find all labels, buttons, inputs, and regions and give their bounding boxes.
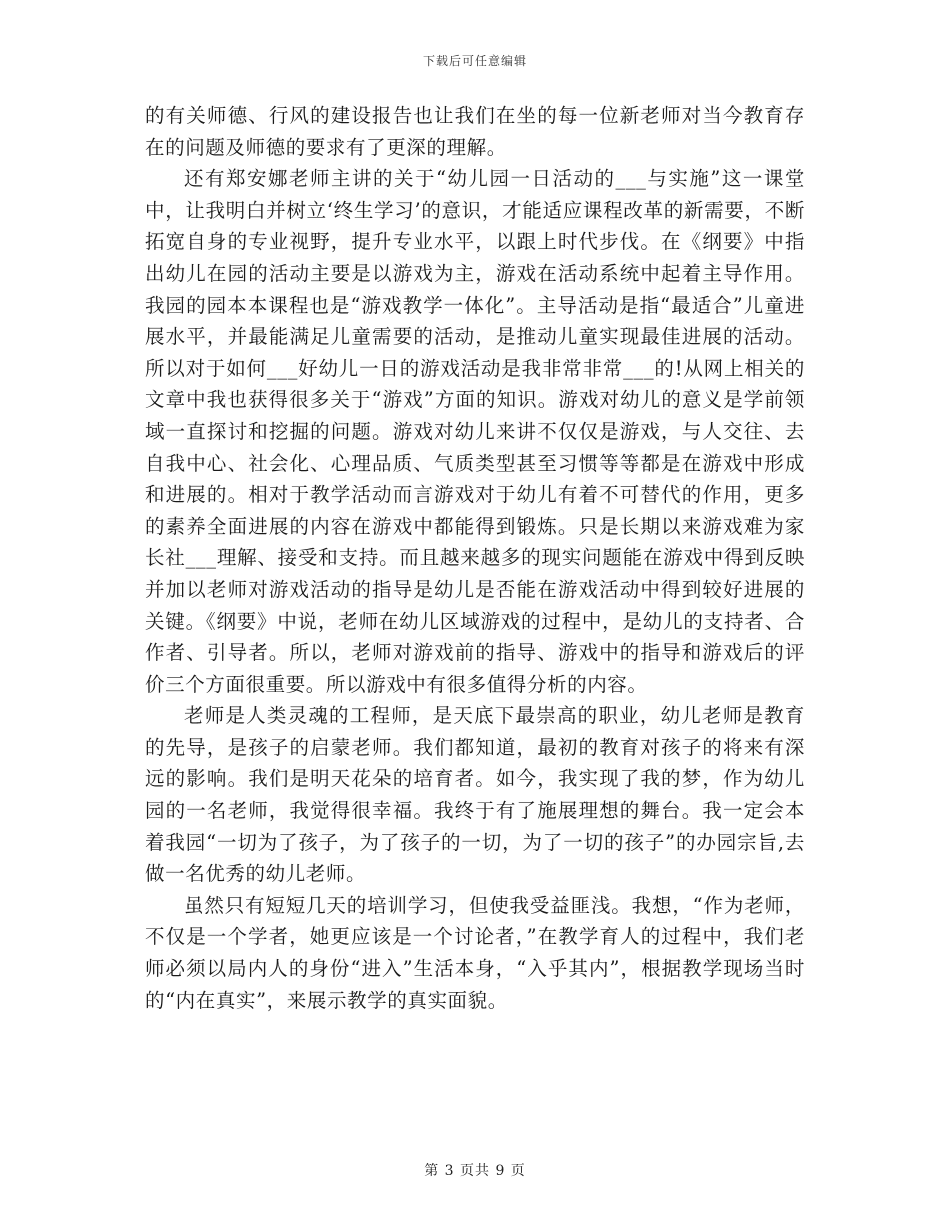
- paragraph-game-activities: 还有郑安娜老师主讲的关于“幼儿园一日活动的___与实施”这一课堂中，让我明白并树立‘终生学习’的意识，才能适应课程改革的新需要，不断拓宽自身的专业视野，提升专业水平，以跟上时代步伐。在《纲要》中指出幼儿在园的活动主要是以游戏为主，游戏在活动系统中起着主导作用。我园的园本本课程也是“游戏教学一体化”。主导活动是指“最适合”儿童进展水平，并最能满足儿童需要的活动，是推动儿童实现最佳进展的活动。所以对于如何___好幼儿一日的游戏活动是我非常非常___的!从网上相关的文章中我也获得很多关于“游戏”方面的知识。游戏对幼儿的意义是学前领域一直探讨和挖掘的问题。游戏对幼儿来讲不仅仅是游戏，与人交往、去自我中心、社会化、心理品质、气质类型甚至习惯等等都是在游戏中形成和进展的。相对于教学活动而言游戏对于幼儿有着不可替代的作用，更多的素养全面进展的内容在游戏中都能得到锻炼。只是长期以来游戏难为家长社___理解、接受和支持。而且越来越多的现实问题能在游戏中得到反映并加以老师对游戏活动的指导是幼儿是否能在游戏活动中得到较好进展的关键。《纲要》中说，老师在幼儿区域游戏的过程中，是幼儿的支持者、合作者、引导者。所以，老师对游戏前的指导、游戏中的指导和游戏后的评价三个方面很重要。所以游戏中有很多值得分析的内容。: [145, 167, 805, 696]
- paragraph-teacher-role: 老师是人类灵魂的工程师，是天底下最崇高的职业，幼儿老师是教育的先导，是孩子的启蒙老师。我们都知道，最初的教育对孩子的将来有深远的影响。我们是明天花朵的培育者。如今，我实现了我的梦，作为幼儿园的一名老师，我觉得很幸福。我终于有了施展理想的舞台。我一定会本着我园“一切为了孩子，为了孩子的一切，为了一切的孩子”的办园宗旨,去做一名优秀的幼儿老师。: [145, 704, 805, 886]
- paragraph-training-reflection: 虽然只有短短几天的培训学习，但使我受益匪浅。我想，“作为老师，不仅是一个学者，她更应该是一个讨论者，”在教学育人的过程中，我们老师必须以局内人的身份“进入”生活本身，“入乎其内”，根据教学现场当时的“内在真实”，来展示教学的真实面貌。: [145, 893, 805, 1012]
- document-body: [145, 100, 805, 1016]
- page-number: 第 3 页共 9 页: [424, 1163, 526, 1179]
- paragraph-continuation: 的有关师德、行风的建设报告也让我们在坐的每一位新老师对当今教育存在的问题及师德的要求有了更深的理解。: [145, 104, 805, 159]
- page-header: 下载后可任意编辑: [422, 54, 527, 68]
